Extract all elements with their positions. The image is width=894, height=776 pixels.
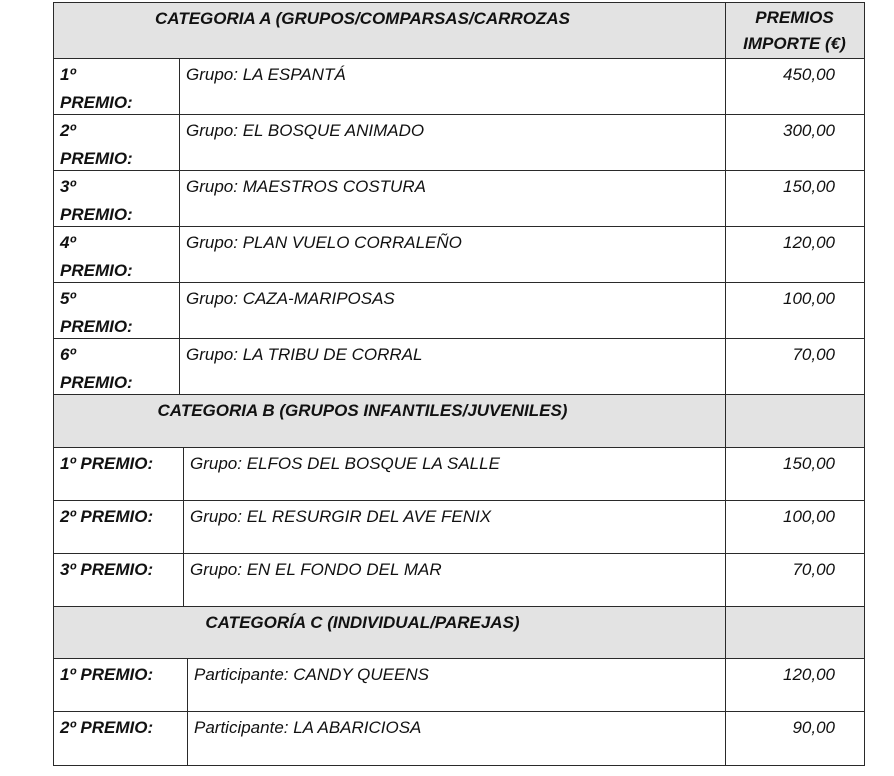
prize-place [54,171,180,226]
table-row [54,501,864,554]
group-name: Grupo: PLAN VUELO CORRALEÑO [180,227,726,282]
group-name: Grupo: EN EL FONDO DEL MAR [184,554,726,606]
category-c-empty-cell [726,607,863,658]
table-row [54,659,864,712]
group-name: Grupo: LA TRIBU DE CORRAL [180,339,726,394]
prize-amount: 90,00 [792,718,835,737]
prize-amount: 70,00 [792,560,835,579]
prize-place [54,283,180,338]
table-row [54,59,864,115]
prize-amount: 120,00 [783,665,835,684]
prize-place: 2º PREMIO: [54,501,184,553]
prize-amount: 100,00 [783,507,835,526]
group-name: Grupo: EL RESURGIR DEL AVE FENIX [184,501,726,553]
prize-label: PREMIO: [60,149,133,168]
prize-place [54,227,180,282]
prize-amount: 100,00 [783,289,835,308]
prize-number: 6º [60,345,76,364]
category-c-title: CATEGORÍA C (INDIVIDUAL/PAREJAS) [54,607,726,658]
table-row [54,339,864,395]
category-b-empty-cell [726,395,863,447]
table-row [54,448,864,501]
prize-label: PREMIO: [60,373,133,392]
premios-header-line1: PREMIOS [755,8,834,27]
category-b-title: CATEGORIA B (GRUPOS INFANTILES/JUVENILES) [54,395,726,447]
prize-number: 4º [60,233,76,252]
table-row [54,171,864,227]
prize-number: 1º [60,65,76,84]
table-row [54,283,864,339]
category-a-title: CATEGORIA A (GRUPOS/COMPARSAS/CARROZAS [54,3,726,58]
prize-place: 3º PREMIO: [54,554,184,606]
prize-place: 2º PREMIO: [54,712,188,765]
group-name: Grupo: MAESTROS COSTURA [180,171,726,226]
group-name: Participante: CANDY QUEENS [188,659,726,711]
table-row [54,115,864,171]
prize-label: PREMIO: [60,261,133,280]
prize-place [54,115,180,170]
prize-place [54,339,180,394]
prize-amount: 450,00 [783,65,835,84]
prize-label: PREMIO: [60,93,133,112]
table-row [54,712,864,765]
prize-amount: 150,00 [783,454,835,473]
prize-label: PREMIO: [60,205,133,224]
premios-header [726,3,863,58]
category-b-header [54,395,864,448]
premios-header-line2: IMPORTE (€) [743,34,846,53]
prize-label: PREMIO: [60,317,133,336]
category-a-header [54,3,864,59]
group-name: Grupo: EL BOSQUE ANIMADO [180,115,726,170]
table-row [54,554,864,607]
prize-number: 5º [60,289,76,308]
prize-amount: 70,00 [792,345,835,364]
prize-amount: 300,00 [783,121,835,140]
table-row [54,227,864,283]
group-name: Grupo: ELFOS DEL BOSQUE LA SALLE [184,448,726,500]
prize-place: 1º PREMIO: [54,659,188,711]
prize-number: 3º [60,177,76,196]
prize-amount: 150,00 [783,177,835,196]
group-name: Participante: LA ABARICIOSA [188,712,726,765]
prize-amount: 120,00 [783,233,835,252]
group-name: Grupo: CAZA-MARIPOSAS [180,283,726,338]
prize-place: 1º PREMIO: [54,448,184,500]
prize-number: 2º [60,121,76,140]
prize-table [53,2,865,766]
prize-place [54,59,180,114]
category-c-header [54,607,864,659]
group-name: Grupo: LA ESPANTÁ [180,59,726,114]
